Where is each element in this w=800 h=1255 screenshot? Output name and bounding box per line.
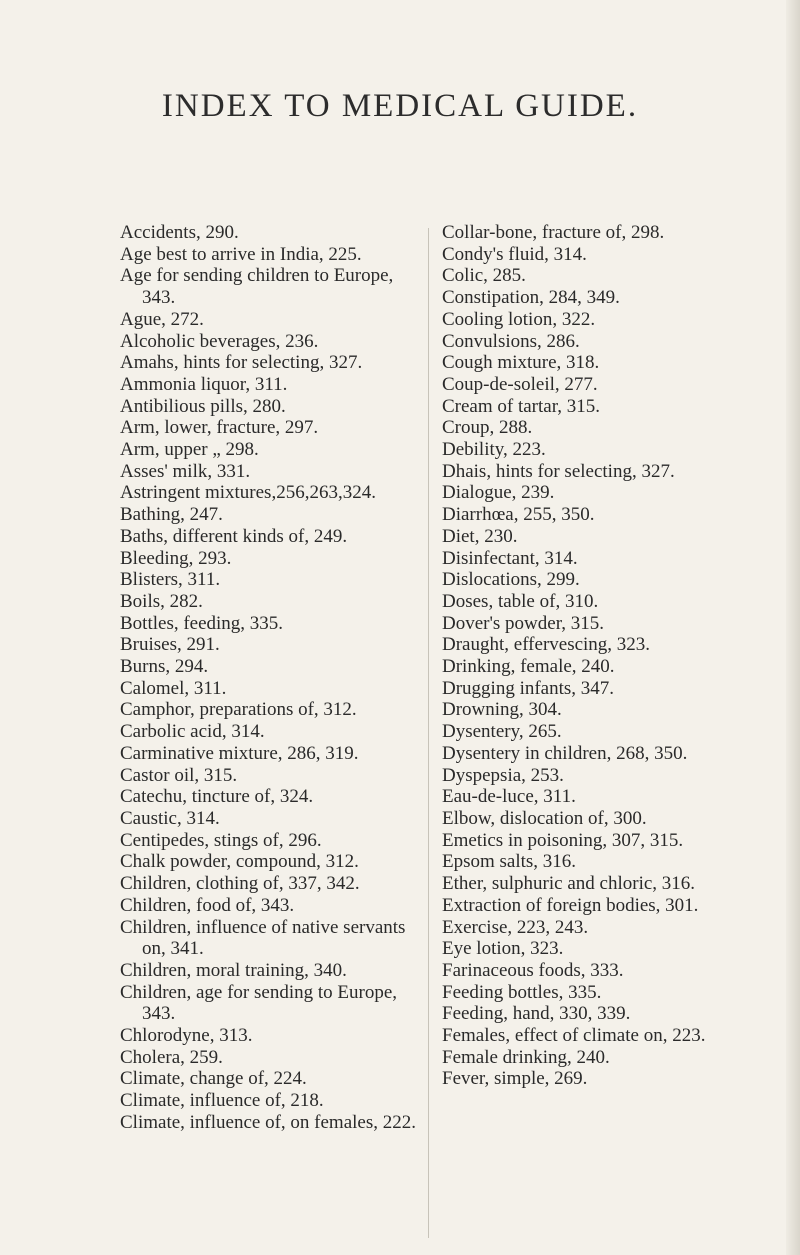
index-entry: Dialogue, 239. bbox=[442, 482, 555, 504]
index-entry: Elbow, dislocation of, 300. bbox=[442, 807, 647, 829]
index-entry: Farinaceous foods, 333. bbox=[442, 959, 624, 981]
index-entry: Drugging infants, 347. bbox=[442, 677, 615, 699]
index-entry: Coup-de-soleil, 277. bbox=[442, 373, 598, 395]
index-entry: Bleeding, 293. bbox=[120, 547, 232, 569]
index-entry: Condy's fluid, 314. bbox=[442, 243, 587, 265]
index-entry: Bruises, 291. bbox=[120, 634, 220, 656]
index-entry: Climate, change of, 224. bbox=[120, 1068, 307, 1090]
index-entry: Constipation, 284, 349. bbox=[442, 287, 620, 309]
index-entry: Dyspepsia, 253. bbox=[442, 764, 564, 786]
page-title: INDEX TO MEDICAL GUIDE. bbox=[161, 88, 639, 124]
index-entry: Convulsions, 286. bbox=[442, 330, 580, 352]
index-entry: Carminative mixture, 286, 319. bbox=[120, 742, 359, 764]
index-entry: Debility, 223. bbox=[442, 439, 546, 461]
index-entry: Camphor, preparations of, 312. bbox=[120, 699, 357, 721]
index-entry: Age best to arrive in India, 225. bbox=[120, 243, 362, 265]
index-entry: Emetics in poisoning, 307, 315. bbox=[442, 829, 684, 851]
index-entry: Burns, 294. bbox=[120, 656, 209, 678]
index-column-left bbox=[120, 222, 425, 1134]
index-entry: Diarrhœa, 255, 350. bbox=[442, 504, 595, 526]
index-entry: Exercise, 223, 243. bbox=[442, 916, 589, 938]
index-entry: Extraction of foreign bodies, 301. bbox=[442, 894, 699, 916]
index-entry: Eau-de-luce, 311. bbox=[442, 786, 576, 808]
index-entry: Accidents, 290. bbox=[120, 222, 239, 243]
index-entry: Cough mixture, 318. bbox=[442, 352, 600, 374]
index-entry: Croup, 288. bbox=[442, 417, 533, 439]
index-entry: Fever, simple, 269. bbox=[442, 1068, 588, 1090]
index-entry: Calomel, 311. bbox=[120, 677, 227, 699]
index-entry: Ague, 272. bbox=[120, 308, 204, 330]
index-entry: Colic, 285. bbox=[442, 265, 526, 287]
index-entry: Amahs, hints for selecting, 327. bbox=[120, 352, 363, 374]
index-entry: Eye lotion, 323. bbox=[442, 938, 564, 960]
column-divider bbox=[428, 228, 429, 1238]
index-entry: Blisters, 311. bbox=[120, 569, 221, 591]
index-entry: Children, age for sending to Europe, 343. bbox=[120, 981, 398, 1025]
index-entry: Children, clothing of, 337, 342. bbox=[120, 873, 360, 895]
index-entry: Diet, 230. bbox=[442, 525, 518, 547]
index-entry: Dysentery in children, 268, 350. bbox=[442, 742, 688, 764]
index-entry: Asses' milk, 331. bbox=[120, 460, 251, 482]
index-entry: Bathing, 247. bbox=[120, 504, 223, 526]
index-entry: Carbolic acid, 314. bbox=[120, 721, 265, 743]
index-entry: Dhais, hints for selecting, 327. bbox=[442, 460, 675, 482]
index-entry: Females, effect of climate on, 223. bbox=[442, 1025, 706, 1047]
index-entry: Drowning, 304. bbox=[442, 699, 562, 721]
index-entry: Children, moral training, 340. bbox=[120, 959, 347, 981]
index-entry: Castor oil, 315. bbox=[120, 764, 238, 786]
index-entry: Age for sending children to Europe, 343. bbox=[120, 265, 394, 309]
index-entry: Disinfectant, 314. bbox=[442, 547, 578, 569]
index-entry: Feeding bottles, 335. bbox=[442, 981, 602, 1003]
index-entry: Children, food of, 343. bbox=[120, 894, 295, 916]
index-entry: Arm, lower, fracture, 297. bbox=[120, 417, 319, 439]
index-entry: Cream of tartar, 315. bbox=[442, 395, 601, 417]
index-entry: Feeding, hand, 330, 339. bbox=[442, 1003, 631, 1025]
index-entry: Caustic, 314. bbox=[120, 807, 220, 829]
index-entry: Female drinking, 240. bbox=[442, 1046, 610, 1068]
index-entry: Drinking, female, 240. bbox=[442, 656, 615, 678]
index-entry: Cholera, 259. bbox=[120, 1046, 223, 1068]
index-entry: Antibilious pills, 280. bbox=[120, 395, 286, 417]
index-entry: Climate, influence of, 218. bbox=[120, 1090, 324, 1112]
index-entry: Catechu, tincture of, 324. bbox=[120, 786, 314, 808]
page-edge bbox=[786, 0, 800, 1255]
index-entry: Centipedes, stings of, 296. bbox=[120, 829, 322, 851]
index-entry: Dysentery, 265. bbox=[442, 721, 562, 743]
index-entry: Ammonia liquor, 311. bbox=[120, 373, 288, 395]
index-entry: Chalk powder, compound, 312. bbox=[120, 851, 359, 873]
index-entry: Epsom salts, 316. bbox=[442, 851, 577, 873]
index-entry: Baths, different kinds of, 249. bbox=[120, 525, 348, 547]
index-entry: Dislocations, 299. bbox=[442, 569, 580, 591]
index-entry: Climate, influence of, on females, 222. bbox=[120, 1111, 416, 1133]
index-entry: Boils, 282. bbox=[120, 590, 203, 612]
index-entry: Alcoholic beverages, 236. bbox=[120, 330, 319, 352]
index-entry: Collar-bone, fracture of, 298. bbox=[442, 222, 665, 243]
index-entry: Ether, sulphuric and chloric, 316. bbox=[442, 873, 696, 895]
index-entry: Cooling lotion, 322. bbox=[442, 308, 596, 330]
index-entry: Arm, upper „ 298. bbox=[120, 439, 259, 461]
index-entry: Children, influence of native servants on, 341. bbox=[120, 916, 406, 960]
index-entry: Doses, table of, 310. bbox=[442, 590, 599, 612]
index-entry: Draught, effervescing, 323. bbox=[442, 634, 651, 656]
index-column-right bbox=[442, 222, 762, 1090]
index-entry: Chlorodyne, 313. bbox=[120, 1025, 253, 1047]
index-entry: Astringent mixtures,256,263,324. bbox=[120, 482, 376, 504]
index-entry: Bottles, feeding, 335. bbox=[120, 612, 284, 634]
index-entry: Dover's powder, 315. bbox=[442, 612, 605, 634]
